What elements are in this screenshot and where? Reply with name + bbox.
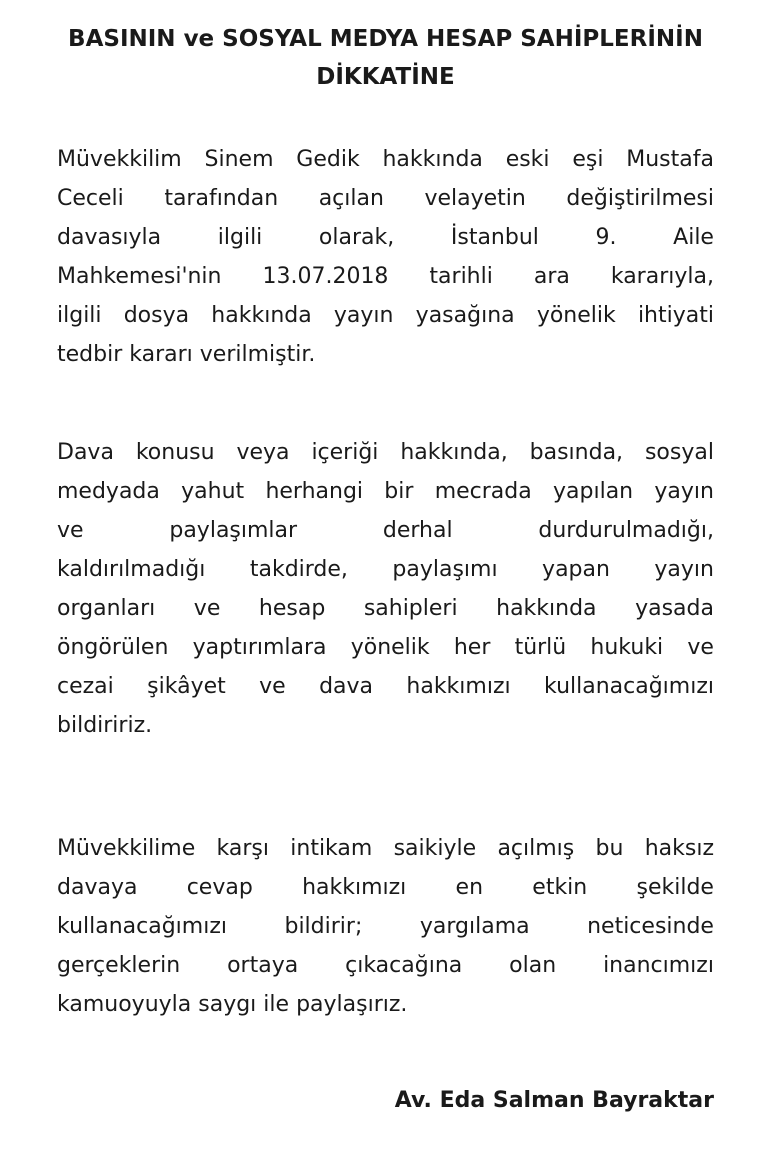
word: hakkında, — [400, 440, 508, 465]
word: açılmış — [497, 836, 575, 861]
word: 13.07.2018 — [262, 264, 389, 289]
word: davaya — [57, 875, 138, 900]
word: yargılama — [419, 914, 530, 939]
word: yahut — [181, 479, 245, 504]
word: İstanbul — [450, 225, 539, 250]
paragraph-line — [57, 667, 714, 706]
word: neticesinde — [587, 914, 714, 939]
document-title — [57, 20, 714, 96]
word: şikâyet — [147, 674, 226, 699]
paragraph-line — [57, 985, 714, 1024]
word: ortaya — [227, 953, 299, 978]
word: tarafından — [164, 186, 279, 211]
word: hakkında — [496, 596, 597, 621]
paragraph-1 — [57, 140, 714, 374]
word: intikam — [290, 836, 373, 861]
word: içeriği — [311, 440, 379, 465]
word: sahipleri — [363, 596, 458, 621]
paragraph-line — [57, 218, 714, 257]
word: bu — [595, 836, 624, 861]
word: dava — [319, 674, 374, 699]
word: derhal — [382, 518, 453, 543]
paragraph-line — [57, 335, 714, 374]
word: yönelik — [536, 303, 616, 328]
word: saikiyle — [393, 836, 477, 861]
word: tarihli — [429, 264, 493, 289]
paragraph-line — [57, 511, 714, 550]
word: eski — [505, 147, 550, 172]
word: yapan — [542, 557, 610, 582]
paragraph-line — [57, 868, 714, 907]
word: haksız — [644, 836, 714, 861]
word: ve — [259, 674, 286, 699]
word: hesap — [258, 596, 326, 621]
paragraph-line — [57, 472, 714, 511]
word: veya — [236, 440, 290, 465]
word: hakkımızı — [406, 674, 511, 699]
word: ara — [533, 264, 570, 289]
word: öngörülen — [57, 635, 169, 660]
word: ile — [263, 992, 290, 1017]
paragraph-line — [57, 433, 714, 472]
word: en — [455, 875, 484, 900]
word: organları — [57, 596, 156, 621]
word: bildiririz. — [57, 713, 153, 738]
word: herhangi — [265, 479, 364, 504]
title-line-2: DİKKATİNE — [316, 64, 455, 90]
word: konusu — [135, 440, 215, 465]
word: ve — [57, 518, 84, 543]
paragraph-line — [57, 179, 714, 218]
word: paylaşırız. — [296, 992, 408, 1017]
paragraph-line — [57, 628, 714, 667]
word: Mahkemesi'nin — [57, 264, 222, 289]
word: 9. — [595, 225, 617, 250]
word: Müvekkilim — [57, 147, 182, 172]
word: açılan — [318, 186, 384, 211]
word: karşı — [216, 836, 269, 861]
word: Mustafa — [626, 147, 714, 172]
word: hakkında — [382, 147, 483, 172]
word: velayetin — [424, 186, 526, 211]
word: saygı — [198, 992, 257, 1017]
word: sosyal — [644, 440, 714, 465]
paragraph-line — [57, 706, 714, 745]
word: gerçeklerin — [57, 953, 181, 978]
word: yayın — [333, 303, 394, 328]
word: kaldırılmadığı — [57, 557, 206, 582]
word: ilgili — [57, 303, 102, 328]
word: olan — [509, 953, 557, 978]
paragraph-line — [57, 296, 714, 335]
word: etkin — [532, 875, 588, 900]
word: dosya — [123, 303, 190, 328]
paragraph-line — [57, 589, 714, 628]
word: basında, — [529, 440, 624, 465]
word: ve — [687, 635, 714, 660]
word: kullanacağımızı — [544, 674, 714, 699]
word: Sinem — [204, 147, 274, 172]
word: yayın — [654, 557, 714, 582]
paragraph-line — [57, 829, 714, 868]
word: hakkımızı — [302, 875, 407, 900]
word: cezai — [57, 674, 114, 699]
word: mecrada — [434, 479, 532, 504]
word: tedbir — [57, 342, 123, 367]
paragraph-line — [57, 550, 714, 589]
word: kamuoyuyla — [57, 992, 192, 1017]
word: yasağına — [415, 303, 515, 328]
word: kullanacağımızı — [57, 914, 227, 939]
paragraph-line — [57, 257, 714, 296]
word: değiştirilmesi — [566, 186, 714, 211]
word: Ceceli — [57, 186, 124, 211]
word: olarak, — [318, 225, 395, 250]
word: yapılan — [553, 479, 634, 504]
word: ve — [193, 596, 221, 621]
word: Aile — [673, 225, 714, 250]
word: Müvekkilime — [57, 836, 196, 861]
word: durdurulmadığı, — [538, 518, 714, 543]
word: verilmiştir. — [199, 342, 316, 367]
word: paylaşımı — [392, 557, 498, 582]
word: Dava — [57, 440, 114, 465]
word: hakkında — [211, 303, 312, 328]
paragraph-3 — [57, 829, 714, 1024]
word: hukuki — [590, 635, 664, 660]
word: ilgili — [217, 225, 263, 250]
word: kararı — [129, 342, 193, 367]
word: yönelik — [350, 635, 430, 660]
paragraph-line — [57, 946, 714, 985]
word: türlü — [514, 635, 567, 660]
word: her — [453, 635, 491, 660]
word: takdirde, — [249, 557, 348, 582]
word: eşi — [572, 147, 604, 172]
word: ihtiyati — [637, 303, 714, 328]
paragraph-2 — [57, 433, 714, 745]
word: yayın — [654, 479, 714, 504]
word: medyada — [57, 479, 160, 504]
word: şekilde — [636, 875, 714, 900]
signature: Av. Eda Salman Bayraktar — [394, 1088, 714, 1113]
word: inancımızı — [603, 953, 714, 978]
word: bir — [384, 479, 414, 504]
word: yasada — [635, 596, 714, 621]
word: davasıyla — [57, 225, 162, 250]
word: kararıyla, — [610, 264, 714, 289]
paragraph-line — [57, 907, 714, 946]
word: bildirir; — [284, 914, 363, 939]
word: cevap — [186, 875, 253, 900]
paragraph-line — [57, 140, 714, 179]
word: Gedik — [296, 147, 360, 172]
word: çıkacağına — [345, 953, 463, 978]
title-line-1: BASININ ve SOSYAL MEDYA HESAP SAHİPLERİNİN — [68, 26, 703, 52]
word: yaptırımlara — [192, 635, 327, 660]
word: paylaşımlar — [169, 518, 298, 543]
